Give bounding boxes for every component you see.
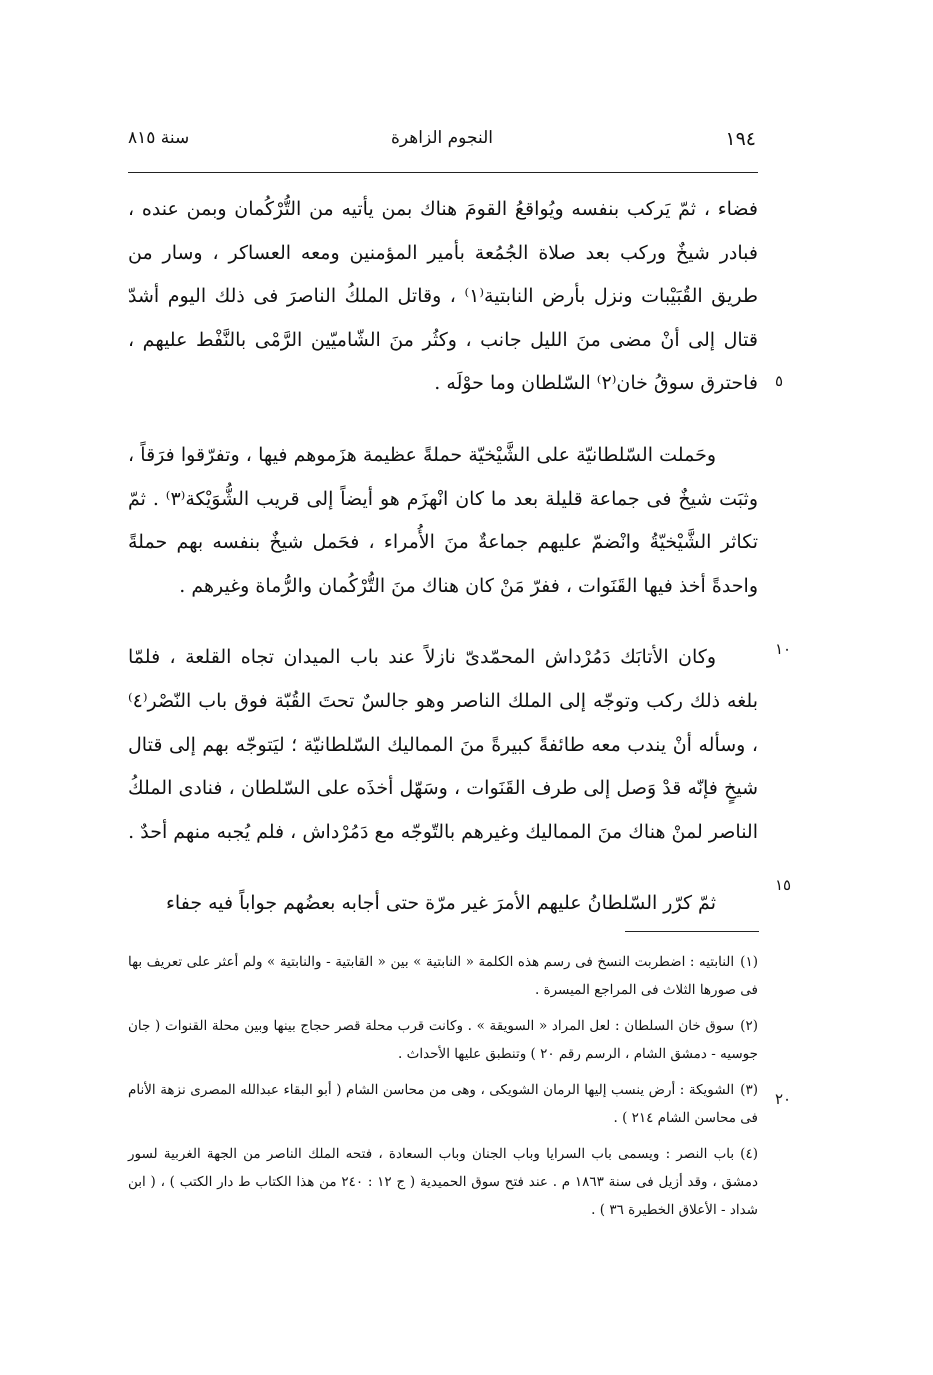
footnotes	[128, 948, 758, 1232]
footnote-number: (٢)	[740, 1018, 758, 1034]
footnote-text: الشويكة : أرض ينسب إليها الرمان الشويكى ، وهى من محاسن الشام ( أبو البقاء عبدالله المصرى نزهة الأنام فى محاسن الشام ٢١٤ ) .	[128, 1082, 758, 1126]
paragraph-3: وكان الأتابَك دَمُرْداش المحمّدىّ نازلاً عند باب الميدان تجاه القلعة ، فلمّا بلغه ذلك ركب وتوجّه إلى الملك الناصر وهو جالسٌ تحتَ القُبّة فوق باب النّصْر⁽٤⁾ ، وسأله أنْ يندب معه طائفةً كبيرةً منَ المماليك السّلطانيّة ؛ ليَتوجّه بهم إلى قتال شيخٍ فإنّه قدْ وَصل إلى طرف القَنَوات ، وسَهّل أخذَه على السّلطان ، فنادى الملكُ الناصر لمنْ هناك منَ المماليك وغيرهم بالتّوجّه مع دَمُرْداش ، فلم يُجبه منهم أحدٌ .	[128, 646, 758, 843]
footnote-text: باب النصر : ويسمى باب السرايا وباب الجنان وباب السعادة ، فتحه الملك الناصر من الجهة الغربية لسور دمشق ، وقد أزيل فى سنة ١٨٦٣ م . عند فتح سوق الحميدية ( ج ١٢ : ٢٤٠ من هذا الكتاب ط دار الكتب ) ، ( ابن شداد - الأعلاق الخطيرة ٣٦ ) .	[128, 1146, 758, 1218]
book-title: النجوم الزاهرة	[391, 128, 493, 148]
line-number-10: ١٠	[775, 640, 792, 658]
footnote-rule	[625, 931, 759, 932]
page-number: ١٩٤	[725, 128, 756, 150]
header-rule	[128, 172, 758, 173]
footnote-4	[128, 1140, 758, 1224]
footnote-3	[128, 1076, 758, 1132]
running-header	[128, 128, 756, 156]
footnote-text: النابتيه : اضطربت النسخ فى رسم هذه الكلمة « النابتية » بين « القابتية - والنابتية » ولم أعثر على تعريف بها فى صورها الثلاث فى المراجع الميسرة .	[128, 954, 758, 998]
line-number-20: ٢٠	[775, 1090, 792, 1108]
footnote-1	[128, 948, 758, 1004]
paragraph-1: فضاء ، ثمّ يَركب بنفسه ويُواقعُ القومَ هناك بمن يأتيه من التُّرْكُمان وبمن عنده ، فبادر شيخٌ وركب بعد صلاة الجُمُعة بأمير المؤمنين ومعه العساكر ، وسار من طريق القُبَيْبات ونزل بأرض النابتية⁽١⁾ ، وقاتل الملكُ الناصرَ فى ذلك اليوم أشدّ قتال إلى أنْ مضى منَ الليل جانب ، وكثُر منَ الشّاميّين الرَّمْى بالنَّفْط عليهم ، فاحترق سوقُ خان⁽٢⁾ السّلطان وما حوْلَه .	[128, 198, 758, 395]
main-text	[128, 188, 758, 926]
footnote-2	[128, 1012, 758, 1068]
footnote-number: (١)	[740, 954, 758, 970]
footnote-text: سوق خان السلطان : لعل المراد « السويقة » . وكانت قرب محلة قصر حجاج بينها وبين محلة القنوات ( جان جوسيه - دمشق الشام ، الرسم رقم ٢٠ ) وتنطبق عليها الأحداث .	[128, 1018, 758, 1062]
line-number-15: ١٥	[775, 876, 792, 894]
footnote-number: (٤)	[740, 1146, 758, 1162]
paragraph-2: وحَملت السّلطانيّة على الشَّيْخيّة حملةً عظيمة هزَموهم فيها ، وتفرّقوا فرَقاً ، وثبَت شيخٌ فى جماعة قليلة بعد ما كان انْهزَم هو أيضاً إلى قريب الشُّوَيْكة⁽٣⁾ . ثمّ تكاثر الشَّيْخيّةُ وانْضمّ عليهم جماعةٌ منَ الأُمراء ، فحَمل شيخٌ بنفسه بهم حملةً واحدةً أخذ فيها القَنَوات ، ففرّ مَنْ كان هناك منَ التُّرْكُمان والرُّماة وغيرهم .	[128, 443, 759, 597]
paragraph-4: ثمّ كرّر السّلطانُ عليهم الأمرَ غير مرّة حتى أجابه بعضُهم جواباً فيه جفاء	[166, 892, 716, 915]
year-label: سنة ٨١٥	[128, 128, 190, 148]
line-number-5: ٥	[775, 372, 784, 390]
footnote-number: (٣)	[740, 1082, 758, 1098]
